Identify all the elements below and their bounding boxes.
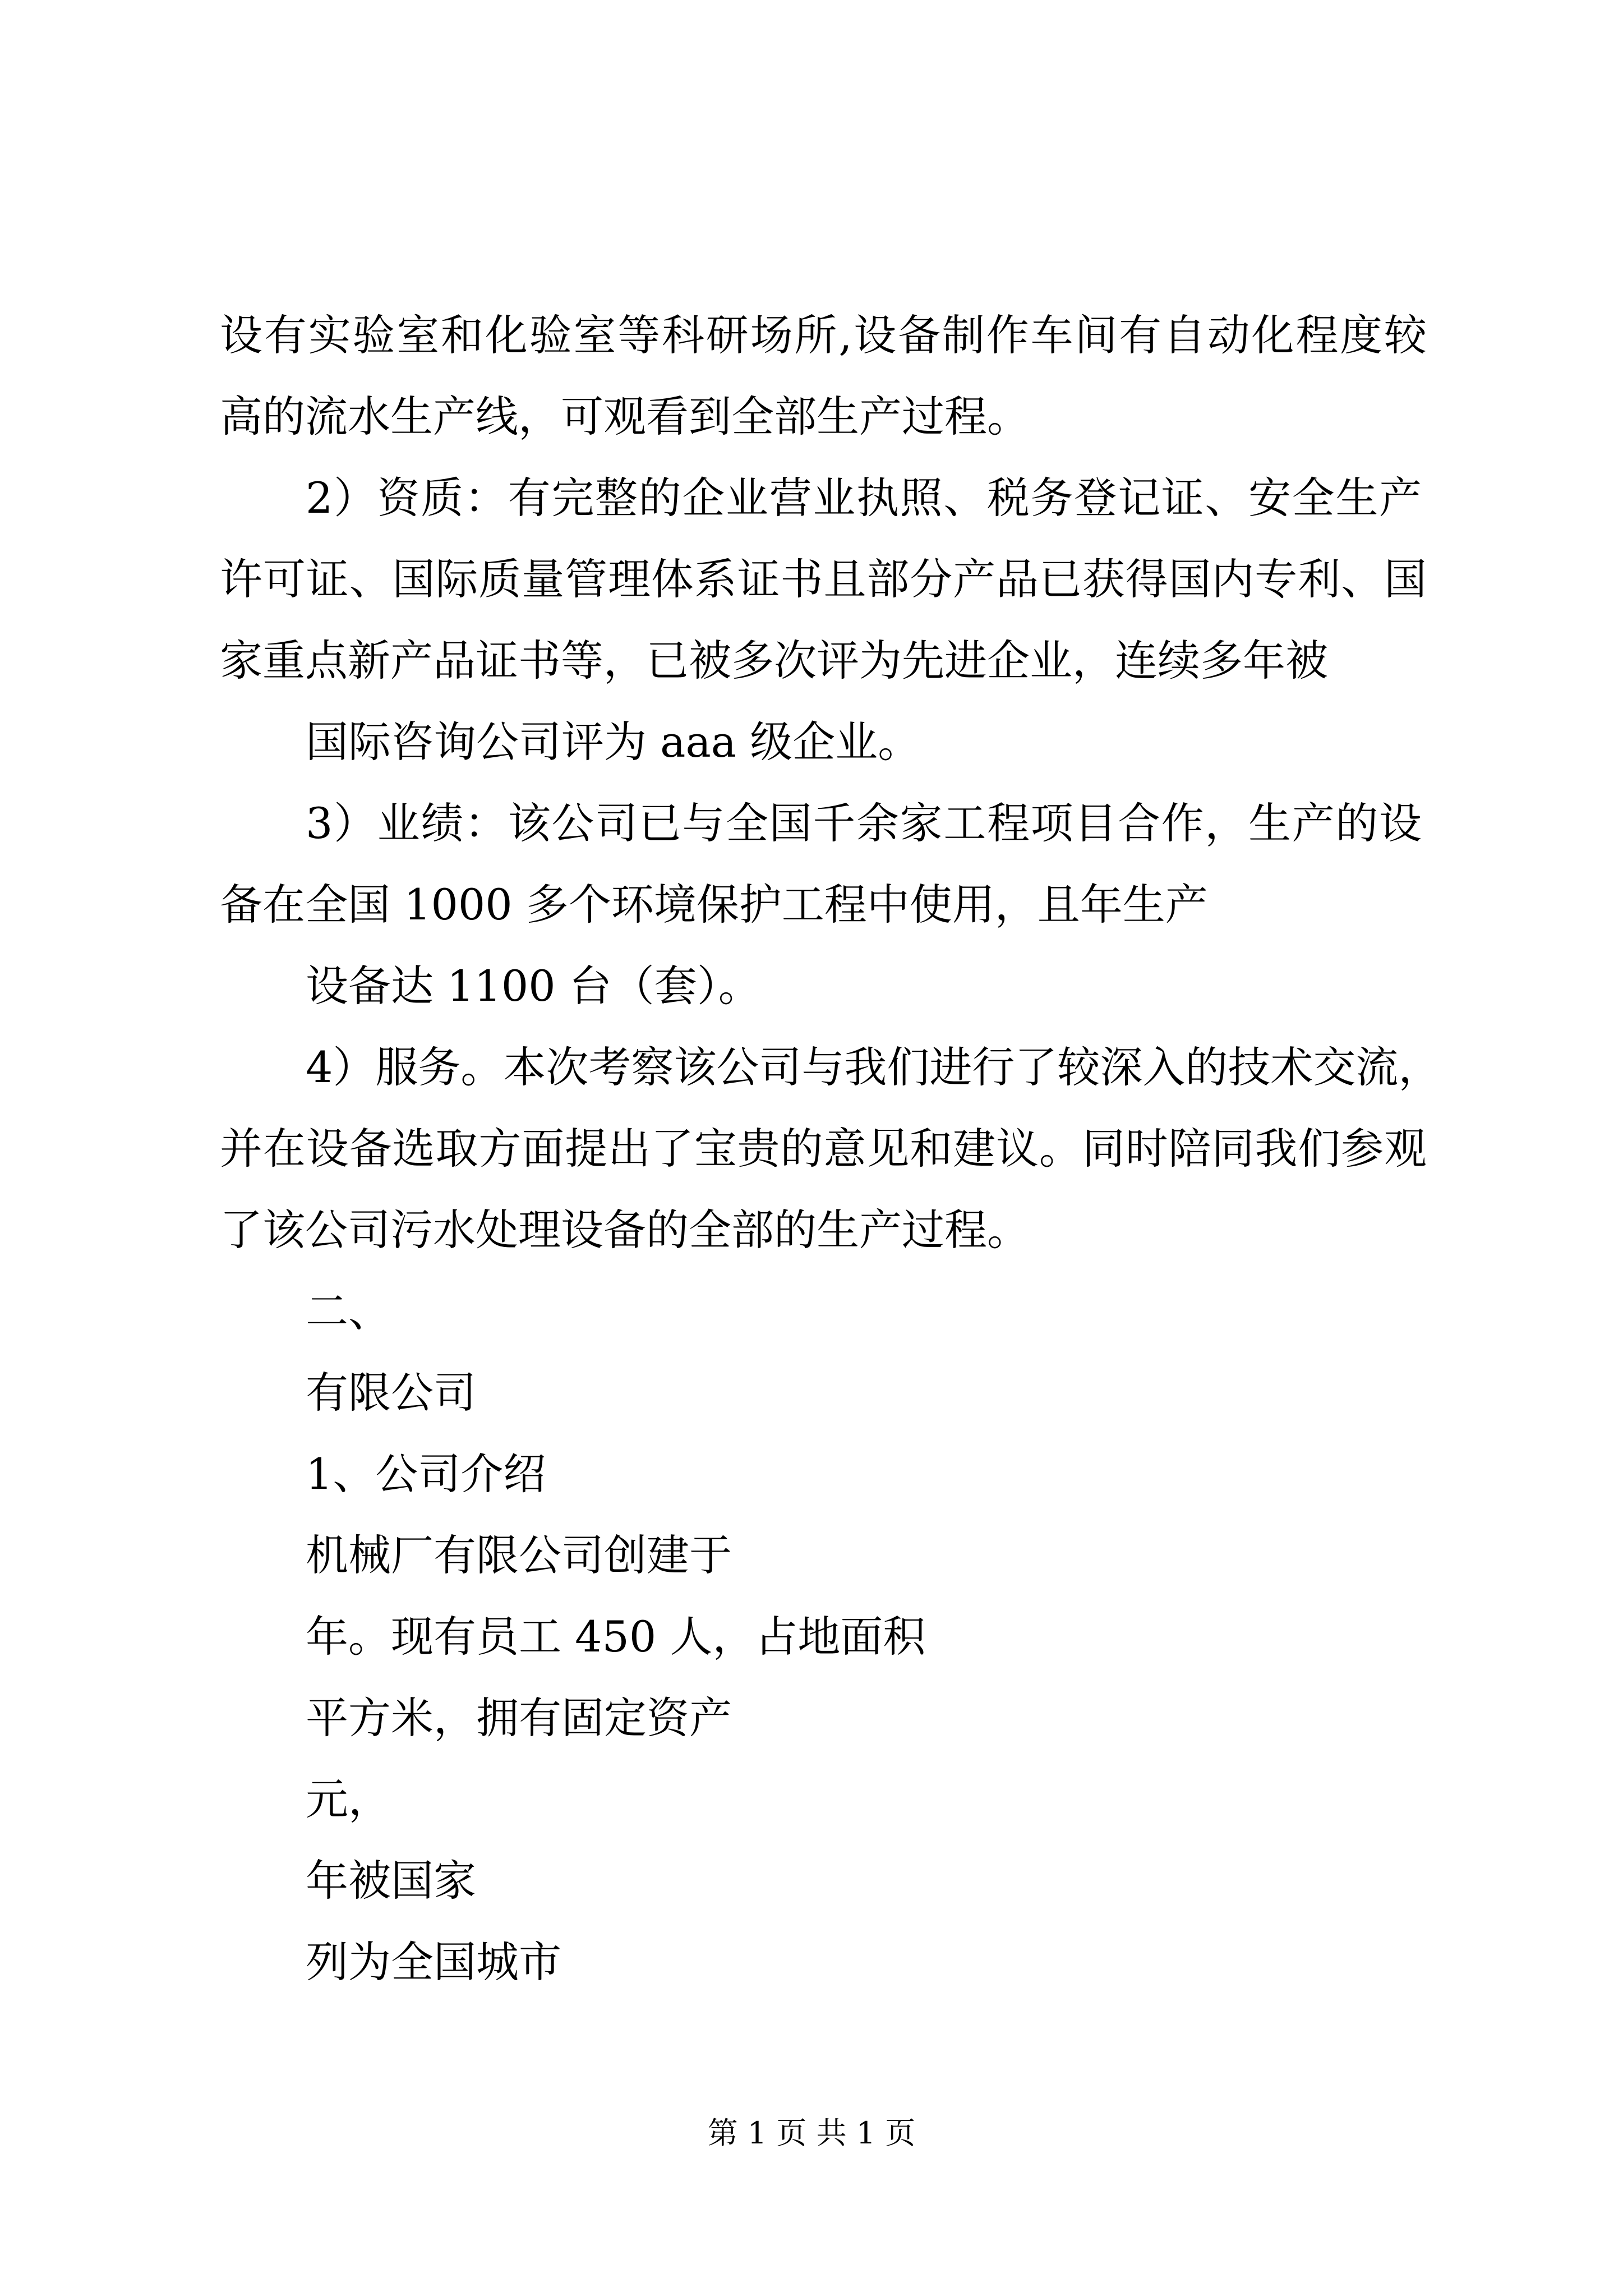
paragraph-line: 列为全国城市 <box>306 1937 561 1987</box>
paragraph-line: 设有实验室和化验室等科研场所,设备制作车间有自动化程度较 <box>220 310 1427 360</box>
section-heading: 二、 <box>306 1286 391 1336</box>
paragraph-line: 年。现有员工 450 人，占地面积 <box>306 1612 926 1662</box>
paragraph-line: 3）业绩：该公司已与全国千余家工程项目合作，生产的设 <box>306 798 1422 848</box>
subsection-heading: 1、公司介绍 <box>306 1449 546 1499</box>
paragraph-line: 备在全国 1000 多个环境保护工程中使用，且年生产 <box>220 880 1208 930</box>
paragraph-line: 了该公司污水处理设备的全部的生产过程。 <box>220 1205 1030 1255</box>
paragraph-line: 2）资质：有完整的企业营业执照、税务登记证、安全生产 <box>306 473 1422 523</box>
paragraph-line: 机械厂有限公司创建于 <box>306 1530 732 1580</box>
paragraph-line: 并在设备选取方面提出了宝贵的意见和建议。同时陪同我们参观 <box>220 1124 1427 1174</box>
page-number-footer: 第 1 页 共 1 页 <box>707 2115 916 2151</box>
paragraph-line: 平方米，拥有固定资产 <box>306 1693 732 1743</box>
paragraph-line: 元， <box>306 1774 391 1824</box>
company-name: 有限公司 <box>306 1368 476 1418</box>
paragraph-line: 家重点新产品证书等，已被多次评为先进企业，连续多年被 <box>220 636 1328 685</box>
paragraph-line: 高的流水生产线，可观看到全部生产过程。 <box>220 392 1030 441</box>
paragraph-line: 国际咨询公司评为 aaa 级企业。 <box>306 717 921 767</box>
paragraph-line: 设备达 1100 台（套）。 <box>306 961 761 1011</box>
paragraph-line: 年被国家 <box>306 1856 476 1906</box>
paragraph-line: 4）服务。本次考察该公司与我们进行了较深入的技术交流， <box>306 1042 1441 1092</box>
paragraph-line: 许可证、国际质量管理体系证书且部分产品已获得国内专利、国 <box>220 554 1427 604</box>
